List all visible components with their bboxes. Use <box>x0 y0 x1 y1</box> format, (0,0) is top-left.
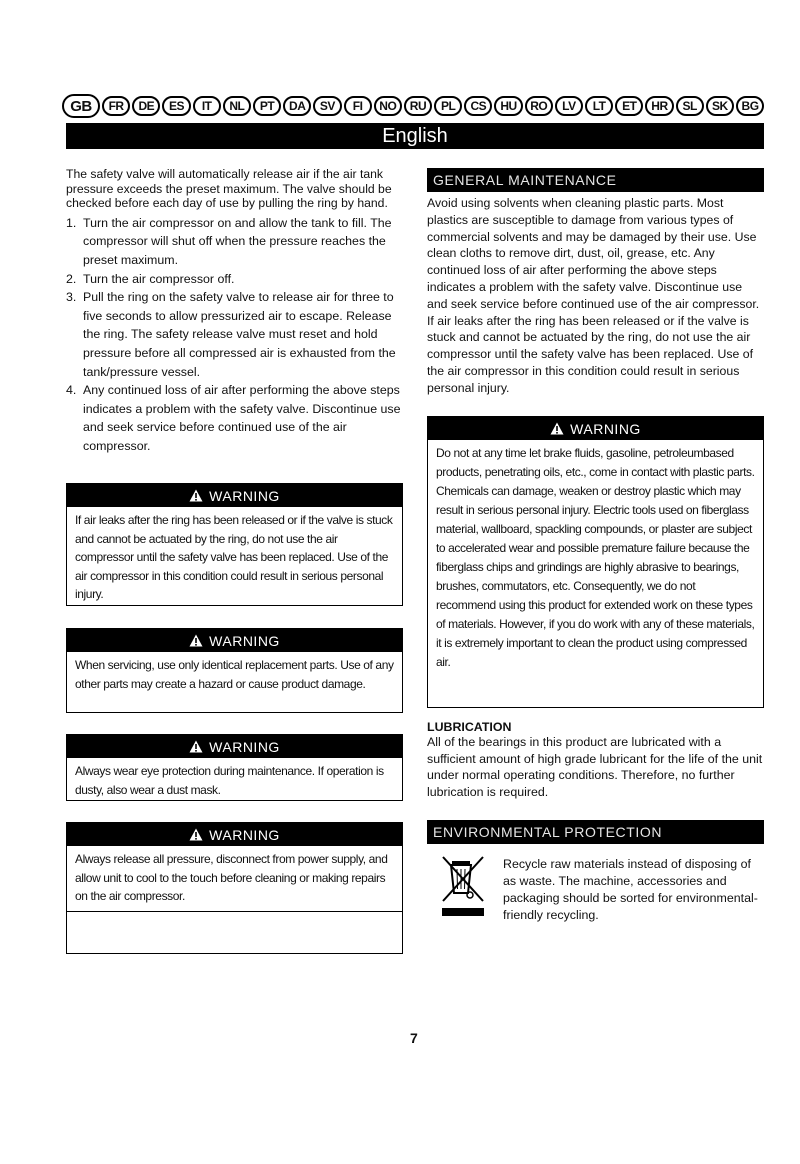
warning-text: If air leaks after the ring has been released or if the valve is stuck and cannot be actuated by the ring, do not use the air compressor until the safety valve has been replaced. Use of the air compressor in this condition could result in serious personal injury. <box>75 513 393 602</box>
language-badge-bg: BG <box>736 96 764 116</box>
warning-divider <box>67 911 402 912</box>
step-text: Turn the air compressor off. <box>83 271 235 286</box>
language-badge-no: NO <box>374 96 402 116</box>
environmental-section <box>503 856 765 924</box>
warning-box-chemicals <box>427 416 764 708</box>
step-item <box>66 288 402 381</box>
warning-title: WARNING <box>570 420 641 437</box>
step-number: 1. <box>66 215 77 230</box>
step-text: Turn the air compressor on and allow the tank to fill. The compressor will shut off when the pressure reaches the preset maximum. <box>83 215 392 267</box>
language-badge-gb: GB <box>62 94 100 118</box>
step-item <box>66 381 402 455</box>
language-badge-pt: PT <box>253 96 281 116</box>
language-badge-lv: LV <box>555 96 583 116</box>
warning-triangle-icon <box>189 828 203 841</box>
language-badge-es: ES <box>162 96 190 116</box>
step-text: Any continued loss of air after performing the above steps indicates a problem with the safety valve. Discontinue use and seek service before continued use of the air compressor. <box>83 383 401 453</box>
language-badge-ro: RO <box>525 96 553 116</box>
crossed-out-wheelie-bin-icon <box>440 855 486 917</box>
step-number: 4. <box>66 383 77 398</box>
language-badge-fr: FR <box>102 96 130 116</box>
language-selector <box>62 94 764 118</box>
language-badge-ru: RU <box>404 96 432 116</box>
warning-text: Always release all pressure, disconnect from power supply, and allow unit to cool to the touch before cleaning or making repairs on the air compressor. <box>75 852 388 904</box>
language-badge-sk: SK <box>706 96 734 116</box>
lubrication-text: All of the bearings in this product are lubricated with a sufficient amount of high grade lubricant for the life of the unit under normal operating conditions. Therefore, no further lubrication is required. <box>427 735 763 799</box>
language-badge-hu: HU <box>494 96 522 116</box>
warning-triangle-icon <box>189 489 203 502</box>
language-badge-et: ET <box>615 96 643 116</box>
section-title: ENVIRONMENTAL PROTECTION <box>433 824 663 840</box>
warning-header <box>67 823 402 846</box>
safety-valve-steps <box>66 214 402 456</box>
language-badge-pl: PL <box>434 96 462 116</box>
language-badge-hr: HR <box>645 96 673 116</box>
language-badge-sv: SV <box>313 96 341 116</box>
warning-triangle-icon <box>189 740 203 753</box>
language-badge-cs: CS <box>464 96 492 116</box>
lubrication-title: LUBRICATION <box>427 720 512 734</box>
warning-text: Always wear eye protection during maintenance. If operation is dusty, also wear a dust mask. <box>75 764 384 797</box>
warning-header <box>67 629 402 652</box>
step-number: 2. <box>66 271 77 286</box>
warning-title: WARNING <box>209 738 280 755</box>
language-badge-it: IT <box>193 96 221 116</box>
warning-header <box>428 417 763 440</box>
warning-title: WARNING <box>209 632 280 649</box>
general-maintenance-section <box>427 195 764 397</box>
language-badge-lt: LT <box>585 96 613 116</box>
warning-text: Do not at any time let brake fluids, gasoline, petroleumbased products, penetrating oils, etc., come in contact with plastic parts. Chemicals can damage, weaken or destroy plastic which may result in serious personal injury. Electric tools used on fiberglass material, wallboard, spackling compounds, or plaster are subject to accelerated wear and possible premature failure because the fiberglass chips and grindings are highly abrasive to bearings, brushes, commutators, etc. Consequently, we do not recommend using this product for extended work on these types of materials. However, if you do work with any of these materials, it is extremely important to clean the product using compressed air. <box>436 446 755 669</box>
step-item <box>66 214 402 270</box>
language-badge-de: DE <box>132 96 160 116</box>
warning-box-eye-protection <box>66 734 403 801</box>
warning-box-replacement-parts <box>66 628 403 713</box>
language-badge-nl: NL <box>223 96 251 116</box>
section-title: GENERAL MAINTENANCE <box>433 172 617 188</box>
step-number: 3. <box>66 290 77 305</box>
lubrication-section <box>427 720 764 800</box>
warning-text: When servicing, use only identical replacement parts. Use of any other parts may create a hazard or cause product damage. <box>75 658 394 691</box>
warning-box-valve <box>66 483 403 606</box>
language-badge-da: DA <box>283 96 311 116</box>
general-maintenance-header <box>427 168 764 192</box>
page-number: 7 <box>410 1030 418 1046</box>
warning-title: WARNING <box>209 826 280 843</box>
step-item <box>66 270 402 289</box>
warning-title: WARNING <box>209 487 280 504</box>
safety-valve-intro-section <box>66 167 402 456</box>
language-badge-sl: SL <box>676 96 704 116</box>
intro-paragraph: The safety valve will automatically release air if the air tank pressure exceeds the preset maximum. The valve should be checked before each day of use by pulling the ring by hand. <box>66 167 392 211</box>
language-banner <box>66 123 764 149</box>
language-badge-fi: FI <box>344 96 372 116</box>
step-text: Pull the ring on the safety valve to release air for three to five seconds to allow pressurized air to escape. Release the ring. The safety release valve must reset and hold pressure before all compressed air is exhausted from the tank/pressure vessel. <box>83 290 396 379</box>
warning-triangle-icon <box>189 634 203 647</box>
warning-triangle-icon <box>550 422 564 435</box>
warning-header <box>67 484 402 507</box>
environmental-text: Recycle raw materials instead of disposing of as waste. The machine, accessories and packaging should be sorted for environmental-friendly recycling. <box>503 857 758 922</box>
warning-box-release-pressure <box>66 822 403 954</box>
language-banner-label: English <box>382 124 448 147</box>
general-maintenance-text: Avoid using solvents when cleaning plastic parts. Most plastics are susceptible to damage from various types of commercial solvents and may be damaged by their use. Use clean cloths to remove dirt, dust, oil, grease, etc. Any continued loss of air after performing the above steps indicates a problem with the safety valve. Discontinue use and seek service before continued use of the air compressor. If air leaks after the ring has been released or if the valve is stuck and cannot be actuated by the ring, do not use the air compressor until the safety valve has been replaced. Use of the air compressor in this condition could result in serious personal injury. <box>427 196 760 395</box>
warning-header <box>67 735 402 758</box>
environmental-protection-header <box>427 820 764 844</box>
